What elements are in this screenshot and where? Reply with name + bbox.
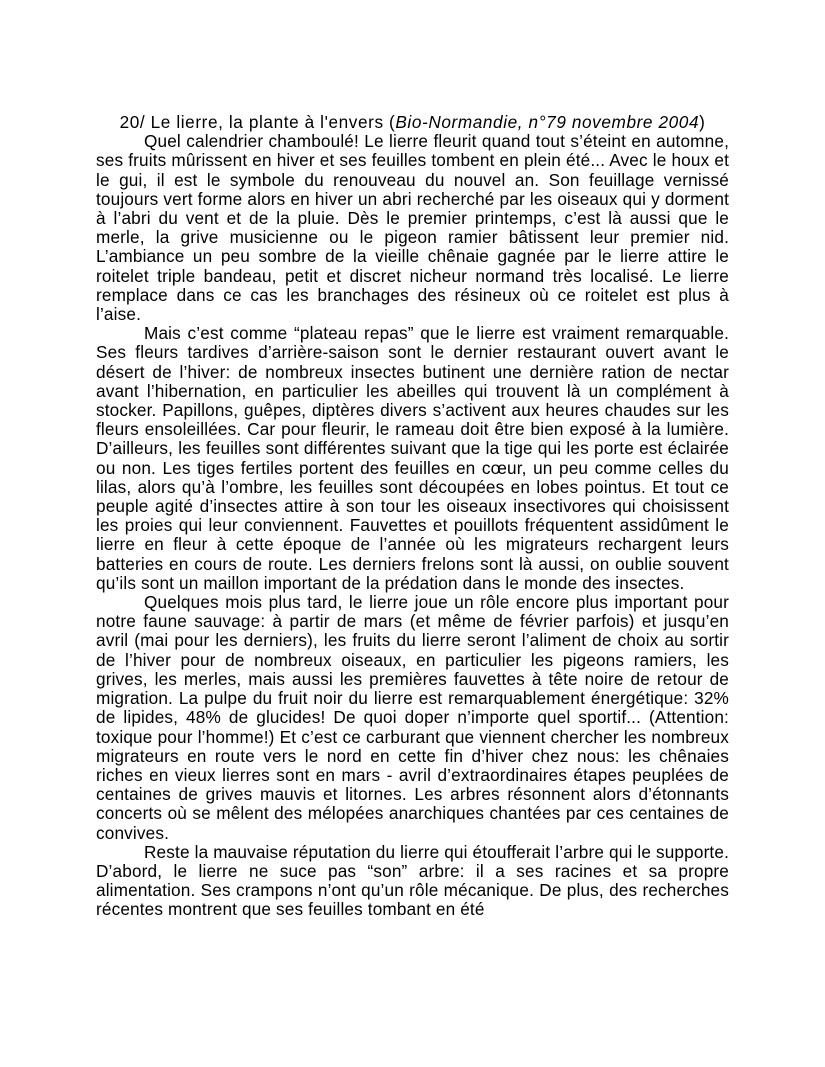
article-title-suffix: ) (699, 112, 706, 132)
article-source: Bio-Normandie, n°79 novembre 2004 (395, 112, 700, 132)
article-title (96, 113, 729, 132)
paragraph-2: Mais c’est comme “plateau repas” que le lierre est vraiment remarquable. Ses fleurs tardives d’arrière-saison sont le dernier restaurant ouvert avant le désert de l’hiver: de nombreux insectes butinent une dernière ration de nectar avant l’hibernation, en particulier les abeilles qui trouvent là un complément à stocker. Papillons, guêpes, diptères divers s’activent aux heures chaudes sur les fleurs ensoleillées. Car pour fleurir, le rameau doit être bien exposé à la lumière. D’ailleurs, les feuilles sont différentes suivant que la tige qui les porte est éclairée ou non. Les tiges fertiles portent des feuilles en cœur, un peu comme celles du lilas, alors qu’à l’ombre, les feuilles sont découpées en lobes pointus. Et tout ce peuple agité d’insectes attire à son tour les oiseaux insectivores qui choisissent les proies qui leur conviennent. Fauvettes et pouillots fréquentent assidûment le lierre en fleur à cette époque de l’année où les migrateurs rechargent leurs batteries en cours de route. Les derniers frelons sont là aussi, on oublie souvent qu’ils sont un maillon important de la prédation dans le monde des insectes. (96, 323, 729, 593)
paragraph-1: Quel calendrier chamboulé! Le lierre fleurit quand tout s’éteint en automne, ses fruits mûrissent en hiver et ses feuilles tombent en plein été... Avec le houx et le gui, il est le symbole du renouveau du nouvel an. Son feuillage vernissé toujours vert forme alors en hiver un abri recherché par les oiseaux qui y dorment à l’abri du vent et de la pluie. Dès le premier printemps, c’est là aussi que le merle, la grive musicienne ou le pigeon ramier bâtissent leur premier nid. L’ambiance un peu sombre de la vieille chênaie gagnée par le lierre attire le roitelet triple bandeau, petit et discret nicheur normand très localisé. Le lierre remplace dans ce cas les branchages des résineux où ce roitelet est plus à l’aise. (96, 131, 729, 325)
document-page (96, 113, 729, 920)
paragraph-4: Reste la mauvaise réputation du lierre qui étoufferait l’arbre qui le supporte. D’abord, le lierre ne suce pas “son” arbre: il a ses racines et sa propre alimentation. Ses crampons n’ont qu’un rôle mécanique. De plus, des recherches récentes montrent que ses feuilles tombant en été (96, 841, 729, 920)
article-title-prefix: 20/ Le lierre, la plante à l'envers ( (119, 112, 396, 132)
paragraph-3: Quelques mois plus tard, le lierre joue un rôle encore plus important pour notre faune sauvage: à partir de mars (et même de février parfois) et jusqu’en avril (mai pour les derniers), les fruits du lierre seront l’aliment de choix au sortir de l’hiver pour de nombreux oiseaux, en particulier les pigeons ramiers, les grives, les merles, mais aussi les premières fauvettes à tête noire de retour de migration. La pulpe du fruit noir du lierre est remarquablement énergétique: 32% de lipides, 48% de glucides! De quoi doper n’importe quel sportif... (Attention: toxique pour l’homme!) Et c’est ce carburant que viennent chercher les nombreux migrateurs en route vers le nord en cette fin d’hiver chez nous: les chênaies riches en vieux lierres sont en mars - avril d’extraordinaires étapes peuplées de centaines de grives mauvis et litornes. Les arbres résonnent alors d’étonnants concerts où se mêlent des mélopées anarchiques chantées par ces centaines de convives. (96, 592, 729, 843)
